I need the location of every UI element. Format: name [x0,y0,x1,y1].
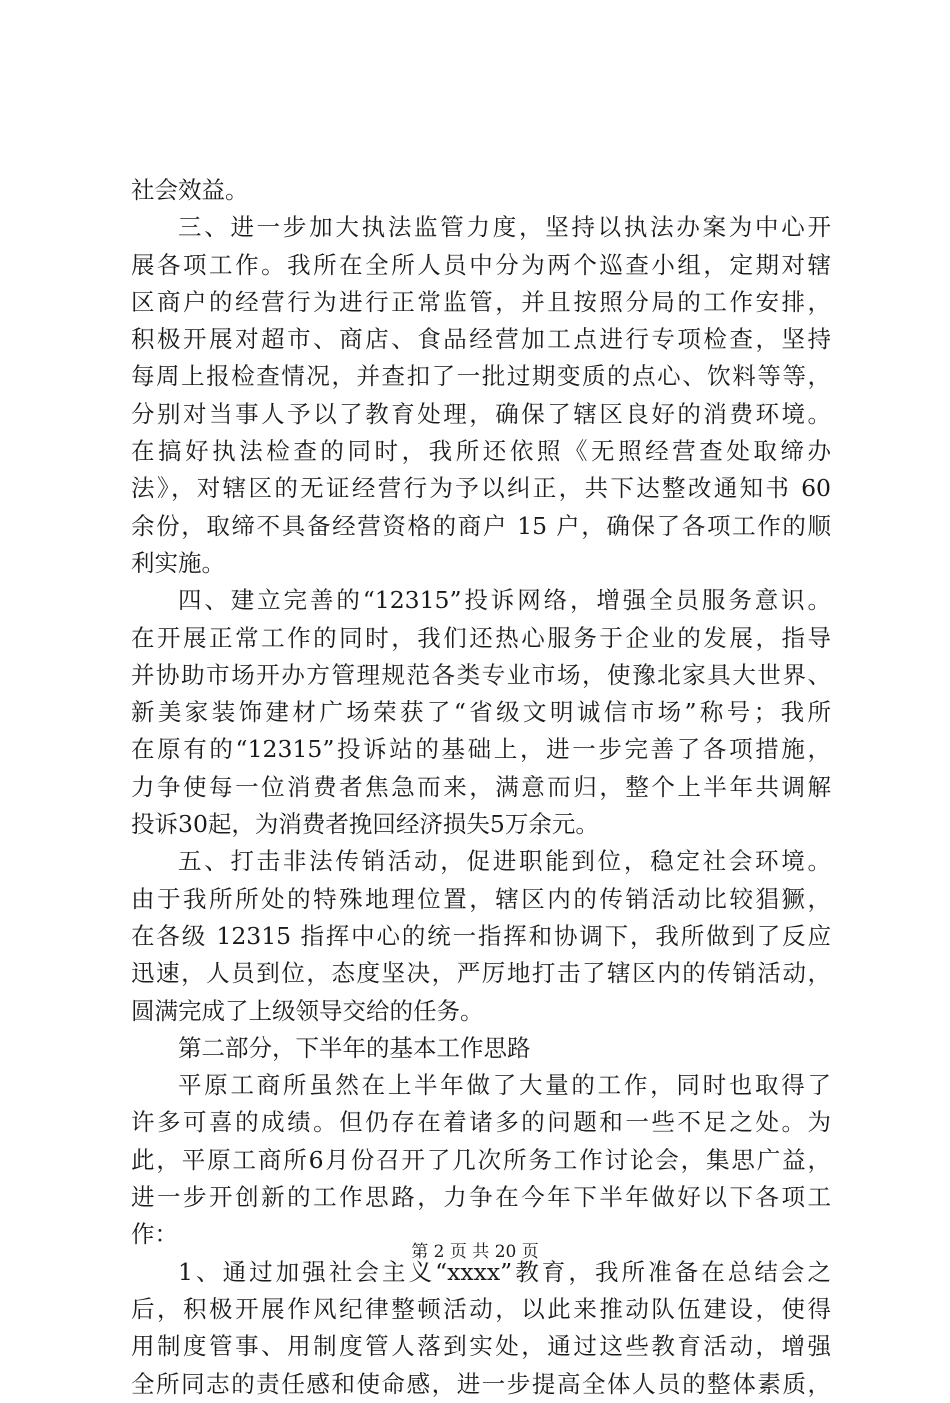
text-line: 并协助市场开办方管理规范各类专业市场，使豫北家具大世界、 [131,660,831,689]
text-line: 第二部分，下半年的基本工作思路 [178,1033,531,1062]
text-line: 作： [131,1220,178,1249]
text-line: 在搞好执法检查的同时，我所还依照《无照经营查处取缔办 [131,437,831,466]
text-line: 圆满完成了上级领导交给的任务。 [131,996,484,1025]
text-line: 全所同志的责任感和使命感，进一步提高全体人员的整体素质， [131,1369,831,1398]
text-line: 此，平原工商所6月份召开了几次所务工作讨论会，集思广益， [131,1145,831,1174]
text-line: 社会效益。 [131,176,249,204]
text-line: 平原工商所虽然在上半年做了大量的工作，同时也取得了 [178,1071,831,1100]
text-line: 后，积极开展作风纪律整顿活动，以此来推动队伍建设，使得 [131,1294,831,1323]
text-line: 迅速，人员到位，态度坚决，严厉地打击了辖区内的传销活动， [131,959,831,988]
text-line: 区商户的经营行为进行正常监管，并且按照分局的工作安排， [131,287,831,316]
text-line: 1、通过加强社会主义“xxxx”教育，我所准备在总结会之 [178,1257,831,1286]
text-line: 在原有的“12315”投诉站的基础上，进一步完善了各项措施， [131,735,831,764]
text-line: 每周上报检查情况，并查扣了一批过期变质的点心、饮料等等， [131,362,831,391]
text-line: 分别对当事人予以了教育处理，确保了辖区良好的消费环境。 [131,399,831,428]
text-line: 用制度管事、用制度管人落到实处，通过这些教育活动，增强 [131,1332,831,1361]
text-line: 在各级 12315 指挥中心的统一指挥和协调下，我所做到了反应 [131,921,831,950]
text-line: 展各项工作。我所在全所人员中分为两个巡查小组，定期对辖 [131,250,831,279]
text-line: 由于我所所处的特殊地理位置，辖区内的传销活动比较猖獗， [131,884,831,913]
text-line: 法》，对辖区的无证经营行为予以纠正，共下达整改通知书 60 [131,474,831,503]
text-line: 进一步开创新的工作思路，力争在今年下半年做好以下各项工 [131,1183,831,1212]
text-line: 五、打击非法传销活动，促进职能到位，稳定社会环境。 [178,847,831,876]
page-footer: 第 2 页 共 20 页 [411,1242,539,1262]
text-line: 力争使每一位消费者焦急而来，满意而归，整个上半年共调解 [131,772,831,801]
text-line: 利实施。 [131,548,225,577]
text-line: 积极开展对超市、商店、食品经营加工点进行专项检查，坚持 [131,325,831,354]
text-line: 许多可喜的成绩。但仍存在着诸多的问题和一些不足之处。为 [131,1108,831,1137]
text-line: 余份，取缔不具备经营资格的商户 15 户，确保了各项工作的顺 [131,511,831,540]
text-line: 四、建立完善的“12315”投诉网络，增强全员服务意识。 [178,586,831,615]
document-body [131,172,831,1403]
text-line: 三、进一步加大执法监管力度，坚持以执法办案为中心开 [178,213,831,242]
text-line: 在开展正常工作的同时，我们还热心服务于企业的发展，指导 [131,623,831,652]
text-line: 新美家装饰建材广场荣获了“省级文明诚信市场”称号；我所 [131,698,831,727]
text-line: 投诉30起，为消费者挽回经济损失5万余元。 [131,810,599,839]
